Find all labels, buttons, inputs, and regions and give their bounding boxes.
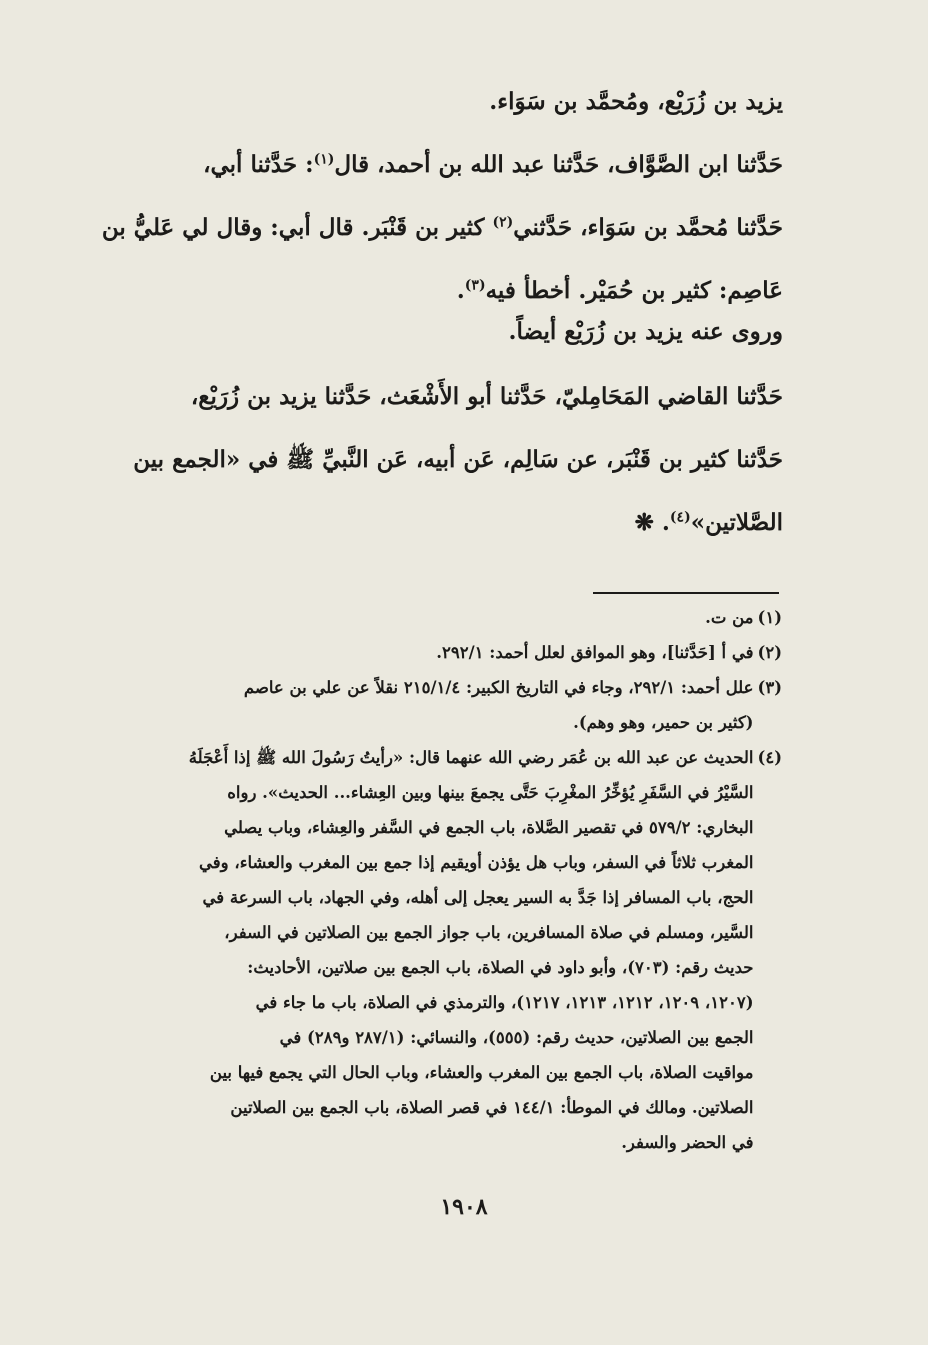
paragraph-isnad-2 bbox=[95, 365, 783, 554]
footnote-number: (١) bbox=[757, 608, 782, 627]
footnote-line: السَّيْرُ في السَّفَرِ يُؤخِّرُ المغْرِبَ حَتَّى يجمعَ بينها وبين العِشاء... الحديث». رواه bbox=[227, 783, 754, 802]
footnote-line: الصلاتين. ومالك في الموطأ: ١٤٤/١ في قصر الصلاة، باب الجمع بين الصلاتين bbox=[230, 1098, 754, 1117]
footnote-number: (٣) bbox=[757, 678, 782, 697]
text-line bbox=[95, 491, 783, 554]
text-run: عَاصِم: كثير بن حُمَيْر. أخطأ فيه bbox=[485, 277, 783, 304]
footnote-line: السَّير، ومسلم في صلاة المسافرين، باب جواز الجمع بين الصلاتين في السفر، bbox=[224, 923, 754, 942]
footnote-2 bbox=[98, 635, 782, 670]
footnote-line: الجمع بين الصلاتين، حديث رقم: (٥٥٥)، والنسائي: (٢٨٧/١ و٢٨٩) في bbox=[279, 1028, 754, 1047]
footnotes bbox=[98, 600, 782, 1160]
footnote-line: الحديث عن عبد الله بن عُمَر رضي الله عنهما قال: «رأيتُ رَسُولَ الله ﷺ إذا أَعْجَلَهُ bbox=[188, 748, 754, 767]
footnote-line: مواقيت الصلاة، باب الجمع بين المغرب والعشاء، وباب الحال التي يجمع فيها بين bbox=[209, 1063, 754, 1082]
paragraph-intro bbox=[95, 70, 783, 133]
text-line bbox=[95, 133, 783, 196]
footnote-line: البخاري: ٥٧٩/٢ في تقصير الصَّلاة، باب الجمع في السَّفر والعِشاء، وباب يصلي bbox=[224, 818, 754, 837]
page-number: ١٩٠٨ bbox=[440, 1194, 488, 1220]
footnote-line: علل أحمد: ٢٩٢/١، وجاء في التاريخ الكبير: ٢١٥/١/٤ نقلاً عن علي بن عاصم bbox=[243, 678, 754, 697]
footnote-line: في الحضر والسفر. bbox=[621, 1133, 754, 1152]
footnote-text bbox=[98, 635, 754, 670]
footnote-number: (٤) bbox=[757, 748, 782, 767]
footnote-ref[interactable]: (٤) bbox=[669, 509, 691, 526]
paragraph-isnad-1 bbox=[95, 133, 783, 322]
text-run: كثير بن قَنْبَر. قال أبي: وقال لي عَليُّ بن bbox=[101, 214, 493, 241]
text-line: حَدَّثنا القاضي المَحَامِليّ، حَدَّثنا أبو الأَشْعَث، حَدَّثنا يزيد بن زُرَيْع، bbox=[190, 383, 783, 410]
footnote-text bbox=[98, 670, 754, 740]
text-line: حَدَّثنا كثير بن قَنْبَر، عن سَالِم، عَن أبيه، عَن النَّبيِّ ﷺ في «الجمع بين bbox=[133, 446, 783, 473]
footnote-ref[interactable]: (٣) bbox=[464, 277, 486, 294]
footnote-text bbox=[98, 600, 754, 635]
text-line: وروى عنه يزيد بن زُرَيْع أيضاً. bbox=[508, 318, 783, 345]
text-run: حَدَّثنا ابن الصَّوَّاف، حَدَّثنا عبد الله بن أحمد، قال bbox=[334, 151, 783, 178]
footnote-ref[interactable]: (٢) bbox=[492, 214, 514, 231]
footnote-line: الحج، باب المسافر إذا جَدَّ به السير يعجل إلى أهله، وفي الجهاد، باب السرعة في bbox=[202, 888, 754, 907]
footnote-line: في أ [حَدَّثنا]، وهو الموافق لعلل أحمد: ٢٩٢/١. bbox=[436, 643, 754, 662]
footnote-ref[interactable]: (١) bbox=[313, 151, 335, 168]
footnote-line: (١٢٠٧، ١٢٠٩، ١٢١٢، ١٢١٣، ١٢١٧)، والترمذي في الصلاة، باب ما جاء في bbox=[255, 993, 754, 1012]
footnote-3 bbox=[98, 670, 782, 740]
footnote-4 bbox=[98, 740, 782, 1160]
footnote-line: المغرب ثلاثاً في السفر، وباب هل يؤذن أويقيم إذا جمع بين المغرب والعشاء، وفي bbox=[199, 853, 754, 872]
text-line bbox=[95, 196, 783, 259]
footnote-number: (٢) bbox=[757, 643, 782, 662]
footnote-line: حديث رقم: (٧٠٣)، وأبو داود في الصلاة، باب الجمع بين صلاتين، الأحاديث: bbox=[247, 958, 754, 977]
text-run: : حَدَّثنا أبي، bbox=[203, 151, 314, 178]
text-run: . ❋ bbox=[634, 509, 670, 536]
footnote-line: (كثير بن حمير، وهو وهم). bbox=[573, 713, 754, 732]
footnote-line: من ت. bbox=[705, 608, 754, 627]
text-line: يزيد بن زُرَيْع، ومُحمَّد بن سَوَاء. bbox=[489, 88, 783, 115]
footnote-text bbox=[98, 740, 754, 1160]
footnote-1 bbox=[98, 600, 782, 635]
text-run: . bbox=[456, 277, 465, 304]
text-run: حَدَّثنا مُحمَّد بن سَوَاء، حَدَّثني bbox=[513, 214, 783, 241]
footnote-separator bbox=[593, 592, 779, 594]
text-run: الصَّلاتين» bbox=[690, 509, 783, 536]
paragraph-narration-note bbox=[95, 300, 783, 363]
